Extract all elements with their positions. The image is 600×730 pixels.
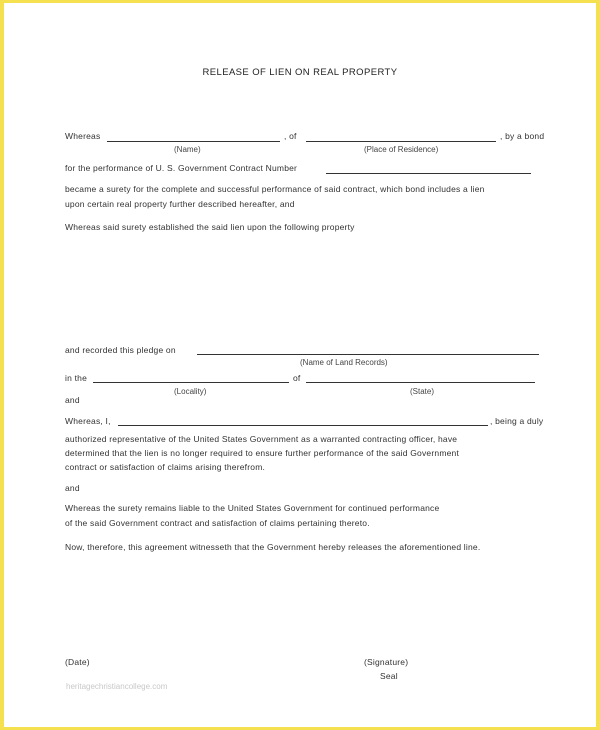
- state-blank: [306, 382, 535, 383]
- whereas-label: Whereas: [65, 131, 101, 141]
- recorded-date-blank: [197, 354, 539, 355]
- and-text-1: and: [65, 395, 80, 405]
- authorized-text-3: contract or satisfaction of claims arising therefrom.: [65, 462, 266, 472]
- document-page: [4, 3, 596, 727]
- watermark-text: heritagechristiancollege.com: [66, 682, 168, 691]
- contract-label: for the performance of U. S. Government Contract Number: [65, 163, 298, 173]
- locality-caption: (Locality): [174, 387, 207, 396]
- document-title: RELEASE OF LIEN ON REAL PROPERTY: [202, 67, 398, 78]
- whereas-i-label: Whereas, I,: [65, 416, 111, 426]
- being-duly-label: , being a duly: [490, 416, 544, 426]
- by-a-bond-label: , by a bond: [500, 131, 545, 141]
- surety-text-1: became a surety for the complete and successful performance of said contract, which bond includes a lien: [65, 184, 485, 194]
- date-label: (Date): [65, 657, 90, 667]
- liable-text-2: of the said Government contract and satisfaction of claims pertaining thereto.: [65, 518, 370, 528]
- land-records-caption: (Name of Land Records): [300, 358, 388, 367]
- locality-blank: [93, 382, 289, 383]
- contract-number-blank: [326, 173, 531, 174]
- recorded-label: and recorded this pledge on: [65, 345, 176, 355]
- state-caption: (State): [410, 387, 435, 396]
- of-word-label: of: [293, 373, 301, 383]
- residence-caption: (Place of Residence): [364, 145, 439, 154]
- officer-name-blank: [118, 425, 488, 426]
- established-text: Whereas said surety established the said lien upon the following property: [65, 222, 355, 232]
- in-the-label: in the: [65, 373, 87, 383]
- seal-label: Seal: [380, 671, 398, 681]
- name-blank: [107, 141, 280, 142]
- authorized-text-2: determined that the lien is no longer required to ensure further performance of the said Government: [65, 448, 460, 458]
- of-label: , of: [284, 131, 297, 141]
- residence-blank: [306, 141, 496, 142]
- authorized-text-1: authorized representative of the United States Government as a warranted contracting officer, have: [65, 434, 458, 444]
- signature-label: (Signature): [364, 657, 409, 667]
- and-text-2: and: [65, 483, 80, 493]
- liable-text-1: Whereas the surety remains liable to the United States Government for continued performance: [65, 503, 440, 513]
- surety-text-2: upon certain real property further described hereafter, and: [65, 199, 295, 209]
- name-caption: (Name): [174, 145, 201, 154]
- now-therefore-text: Now, therefore, this agreement witnesseth that the Government hereby releases the aforementioned line.: [65, 542, 481, 552]
